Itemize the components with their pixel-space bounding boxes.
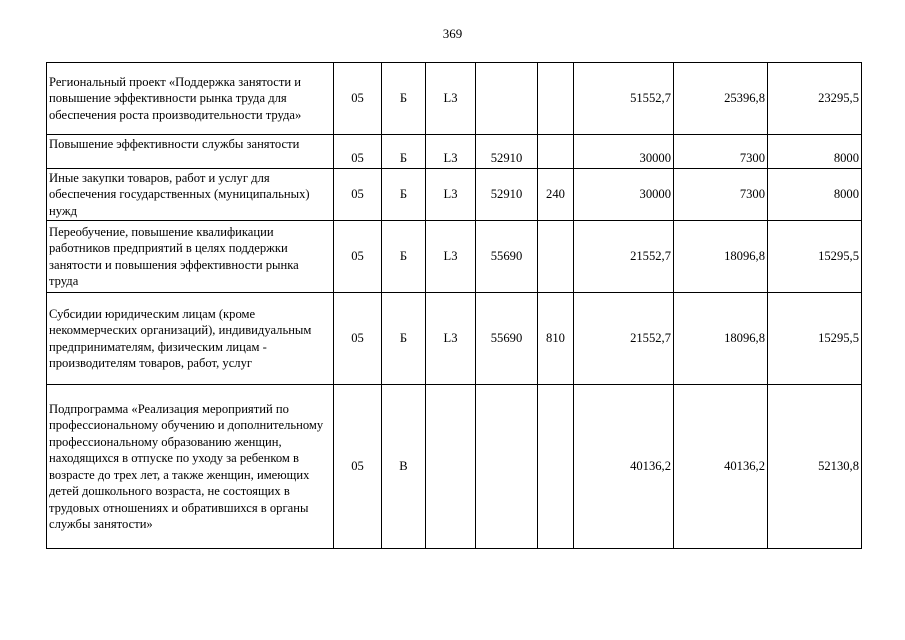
- project-code-cell: L3: [426, 221, 476, 293]
- section-code-cell: 05: [334, 293, 382, 385]
- section-code-cell: 05: [334, 385, 382, 549]
- expense-type-cell: [538, 221, 574, 293]
- amount-year1-cell: 30000: [574, 135, 674, 169]
- amount-year3-cell: 8000: [768, 169, 862, 221]
- project-code-cell: L3: [426, 63, 476, 135]
- amount-year1-cell: 51552,7: [574, 63, 674, 135]
- row-name-cell: Субсидии юридическим лицам (кроме некоммерческих организаций), индивидуальным предпринимателям, физическим лицам - производителям товаров, работ, услуг: [47, 293, 334, 385]
- table-row: [47, 221, 862, 293]
- amount-year3-cell: 23295,5: [768, 63, 862, 135]
- table-row: [47, 63, 862, 135]
- program-letter-cell: Б: [382, 293, 426, 385]
- direction-code-cell: 52910: [476, 135, 538, 169]
- expense-type-cell: [538, 385, 574, 549]
- program-letter-cell: Б: [382, 135, 426, 169]
- row-name-cell: Переобучение, повышение квалификации работников предприятий в целях поддержки занятости и повышения эффективности рынка труда: [47, 221, 334, 293]
- row-name-cell: Региональный проект «Поддержка занятости и повышение эффективности рынка труда для обеспечения роста производительности труда»: [47, 63, 334, 135]
- table-body: [47, 63, 862, 549]
- direction-code-cell: 55690: [476, 293, 538, 385]
- expense-type-cell: [538, 63, 574, 135]
- table-row: [47, 169, 862, 221]
- expense-type-cell: 810: [538, 293, 574, 385]
- section-code-cell: 05: [334, 135, 382, 169]
- amount-year2-cell: 40136,2: [674, 385, 768, 549]
- amount-year3-cell: 15295,5: [768, 221, 862, 293]
- direction-code-cell: [476, 385, 538, 549]
- amount-year3-cell: 52130,8: [768, 385, 862, 549]
- project-code-cell: L3: [426, 169, 476, 221]
- section-code-cell: 05: [334, 169, 382, 221]
- program-letter-cell: Б: [382, 63, 426, 135]
- amount-year3-cell: 8000: [768, 135, 862, 169]
- program-letter-cell: В: [382, 385, 426, 549]
- program-letter-cell: Б: [382, 221, 426, 293]
- project-code-cell: L3: [426, 135, 476, 169]
- amount-year1-cell: 30000: [574, 169, 674, 221]
- amount-year1-cell: 21552,7: [574, 221, 674, 293]
- amount-year2-cell: 7300: [674, 169, 768, 221]
- program-letter-cell: Б: [382, 169, 426, 221]
- amount-year2-cell: 18096,8: [674, 221, 768, 293]
- budget-table: [46, 62, 862, 549]
- direction-code-cell: 52910: [476, 169, 538, 221]
- amount-year1-cell: 21552,7: [574, 293, 674, 385]
- row-name-cell: Иные закупки товаров, работ и услуг для обеспечения государственных (муниципальных) нужд: [47, 169, 334, 221]
- row-name-cell: Повышение эффективности службы занятости: [47, 135, 334, 169]
- amount-year2-cell: 18096,8: [674, 293, 768, 385]
- amount-year1-cell: 40136,2: [574, 385, 674, 549]
- table-row: [47, 293, 862, 385]
- section-code-cell: 05: [334, 63, 382, 135]
- expense-type-cell: [538, 135, 574, 169]
- table-row: [47, 385, 862, 549]
- page-number: 369: [442, 26, 463, 41]
- amount-year2-cell: 7300: [674, 135, 768, 169]
- direction-code-cell: 55690: [476, 221, 538, 293]
- amount-year3-cell: 15295,5: [768, 293, 862, 385]
- row-name-cell: Подпрограмма «Реализация мероприятий по профессиональному обучению и дополнительному профессиональному образованию женщин, находящихся в отпуске по уходу за ребенком в возрасте до трех лет, а также женщин, имеющих детей дошкольного возраста, не состоящих в трудовых отношениях и обратившихся в органы службы занятости»: [47, 385, 334, 549]
- amount-year2-cell: 25396,8: [674, 63, 768, 135]
- project-code-cell: L3: [426, 293, 476, 385]
- expense-type-cell: 240: [538, 169, 574, 221]
- section-code-cell: 05: [334, 221, 382, 293]
- direction-code-cell: [476, 63, 538, 135]
- project-code-cell: [426, 385, 476, 549]
- table-row: [47, 135, 862, 169]
